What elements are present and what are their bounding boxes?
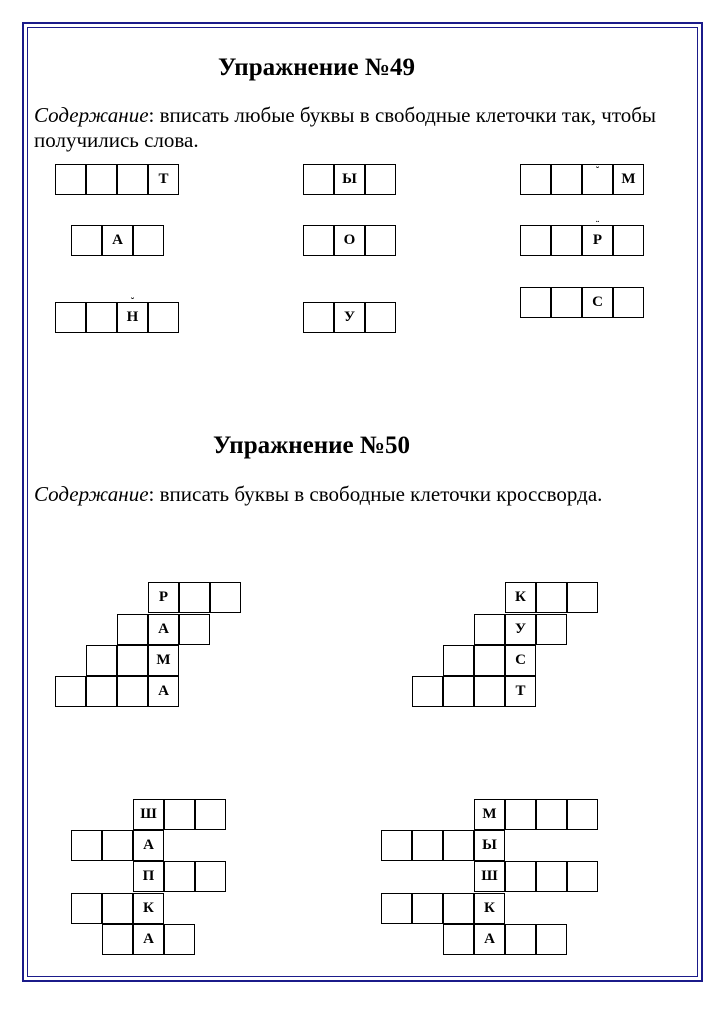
crossword-cell-letter: А [474,924,505,955]
crossword-cell-empty[interactable] [567,582,598,613]
crossword-cell-empty[interactable] [536,582,567,613]
crossword-cell-empty[interactable] [474,614,505,645]
crossword-cell-letter: П [133,861,164,892]
breve-mark: ˘ [595,166,600,177]
exercise-49-description [34,103,694,153]
word-cell-empty[interactable] [303,164,334,195]
crossword-cell-empty[interactable] [86,676,117,707]
crossword-cell-empty[interactable] [71,893,102,924]
exercise-49-content-label: Содержание [34,103,149,127]
crossword-cell-letter: К [133,893,164,924]
crossword-cell-empty[interactable] [71,830,102,861]
crossword-cell-letter: М [148,645,179,676]
word-cell-letter: А [102,225,133,256]
crossword-cell-empty[interactable] [179,582,210,613]
word-cell-empty[interactable] [71,225,102,256]
crossword-cell-letter: Т [505,676,536,707]
crossword-cell-empty[interactable] [179,614,210,645]
word-cell-mark[interactable] [582,164,613,195]
crossword-cell-empty[interactable] [505,924,536,955]
crossword-cell-empty[interactable] [210,582,241,613]
word-cell-empty[interactable] [55,164,86,195]
crossword-cell-empty[interactable] [117,614,148,645]
word-cell-letter: ¨ Р [582,225,613,256]
crossword-cell-empty[interactable] [102,830,133,861]
crossword-cell-empty[interactable] [412,893,443,924]
crossword-cell-empty[interactable] [505,799,536,830]
crossword-cell-empty[interactable] [164,924,195,955]
word-cell-empty[interactable] [133,225,164,256]
crossword-cell-empty[interactable] [536,614,567,645]
crossword-cell-empty[interactable] [443,893,474,924]
crossword-cell-empty[interactable] [567,799,598,830]
crossword-cell-empty[interactable] [505,861,536,892]
crossword-cell-empty[interactable] [443,676,474,707]
word-cell-letter: У [334,302,365,333]
crossword-cell-empty[interactable] [381,830,412,861]
crossword-cell-letter: К [505,582,536,613]
diaeresis-mark: ¨ [595,220,600,231]
crossword-cell-empty[interactable] [195,861,226,892]
crossword-cell-empty[interactable] [55,676,86,707]
crossword-cell-empty[interactable] [164,799,195,830]
word-cell-letter: ˘ Н [117,302,148,333]
crossword-cell-empty[interactable] [474,645,505,676]
crossword-cell-letter: С [505,645,536,676]
crossword-cell-empty[interactable] [117,676,148,707]
word-cell-empty[interactable] [365,225,396,256]
crossword-cell-empty[interactable] [412,830,443,861]
crossword-cell-empty[interactable] [102,893,133,924]
crossword-cell-empty[interactable] [86,645,117,676]
crossword-cell-letter: Ш [133,799,164,830]
word-cell-empty[interactable] [55,302,86,333]
exercise-50-title: Упражнение №50 [213,432,411,459]
crossword-cell-empty[interactable] [412,676,443,707]
breve-mark: ˘ [130,297,135,308]
crossword-cell-letter: М [474,799,505,830]
crossword-cell-empty[interactable] [381,893,412,924]
word-cell-empty[interactable] [551,225,582,256]
crossword-cell-empty[interactable] [443,924,474,955]
word-cell-empty[interactable] [520,164,551,195]
exercise-49-title: Упражнение №49 [218,54,416,81]
crossword-cell-empty[interactable] [443,645,474,676]
exercise-50-content-text: : вписать буквы в свободные клеточки кроссворда. [148,482,603,506]
exercise-50-description [34,482,694,507]
crossword-cell-letter: А [133,924,164,955]
crossword-cell-letter: У [505,614,536,645]
crossword-cell-letter: Р [148,582,179,613]
crossword-cell-letter: А [133,830,164,861]
word-cell-letter: С [582,287,613,318]
crossword-cell-empty[interactable] [164,861,195,892]
crossword-cell-empty[interactable] [536,924,567,955]
crossword-cell-empty[interactable] [195,799,226,830]
crossword-cell-letter: А [148,676,179,707]
crossword-cell-letter: А [148,614,179,645]
word-cell-empty[interactable] [148,302,179,333]
crossword-cell-letter: К [474,893,505,924]
word-cell-empty[interactable] [303,302,334,333]
exercise-50-content-label: Содержание [34,482,149,506]
word-cell-empty[interactable] [303,225,334,256]
crossword-cell-empty[interactable] [536,861,567,892]
word-cell-letter: М [613,164,644,195]
crossword-cell-empty[interactable] [567,861,598,892]
word-cell-empty[interactable] [365,164,396,195]
crossword-cell-letter: Ш [474,861,505,892]
crossword-cell-empty[interactable] [443,830,474,861]
word-cell-letter: Т [148,164,179,195]
word-cell-empty[interactable] [117,164,148,195]
crossword-cell-empty[interactable] [102,924,133,955]
word-cell-letter: О [334,225,365,256]
word-cell-empty[interactable] [520,287,551,318]
exercise-49-content-text: : вписать любые буквы в свободные клеточки так, чтобы получились слова. [34,103,657,152]
word-cell-empty[interactable] [613,225,644,256]
crossword-cell-letter: Ы [474,830,505,861]
word-cell-empty[interactable] [86,302,117,333]
word-cell-empty[interactable] [520,225,551,256]
crossword-cell-empty[interactable] [536,799,567,830]
word-cell-empty[interactable] [551,164,582,195]
word-cell-letter: Ы [334,164,365,195]
word-cell-empty[interactable] [365,302,396,333]
word-cell-empty[interactable] [551,287,582,318]
word-cell-empty[interactable] [613,287,644,318]
crossword-cell-empty[interactable] [474,676,505,707]
crossword-cell-empty[interactable] [117,645,148,676]
word-cell-empty[interactable] [86,164,117,195]
